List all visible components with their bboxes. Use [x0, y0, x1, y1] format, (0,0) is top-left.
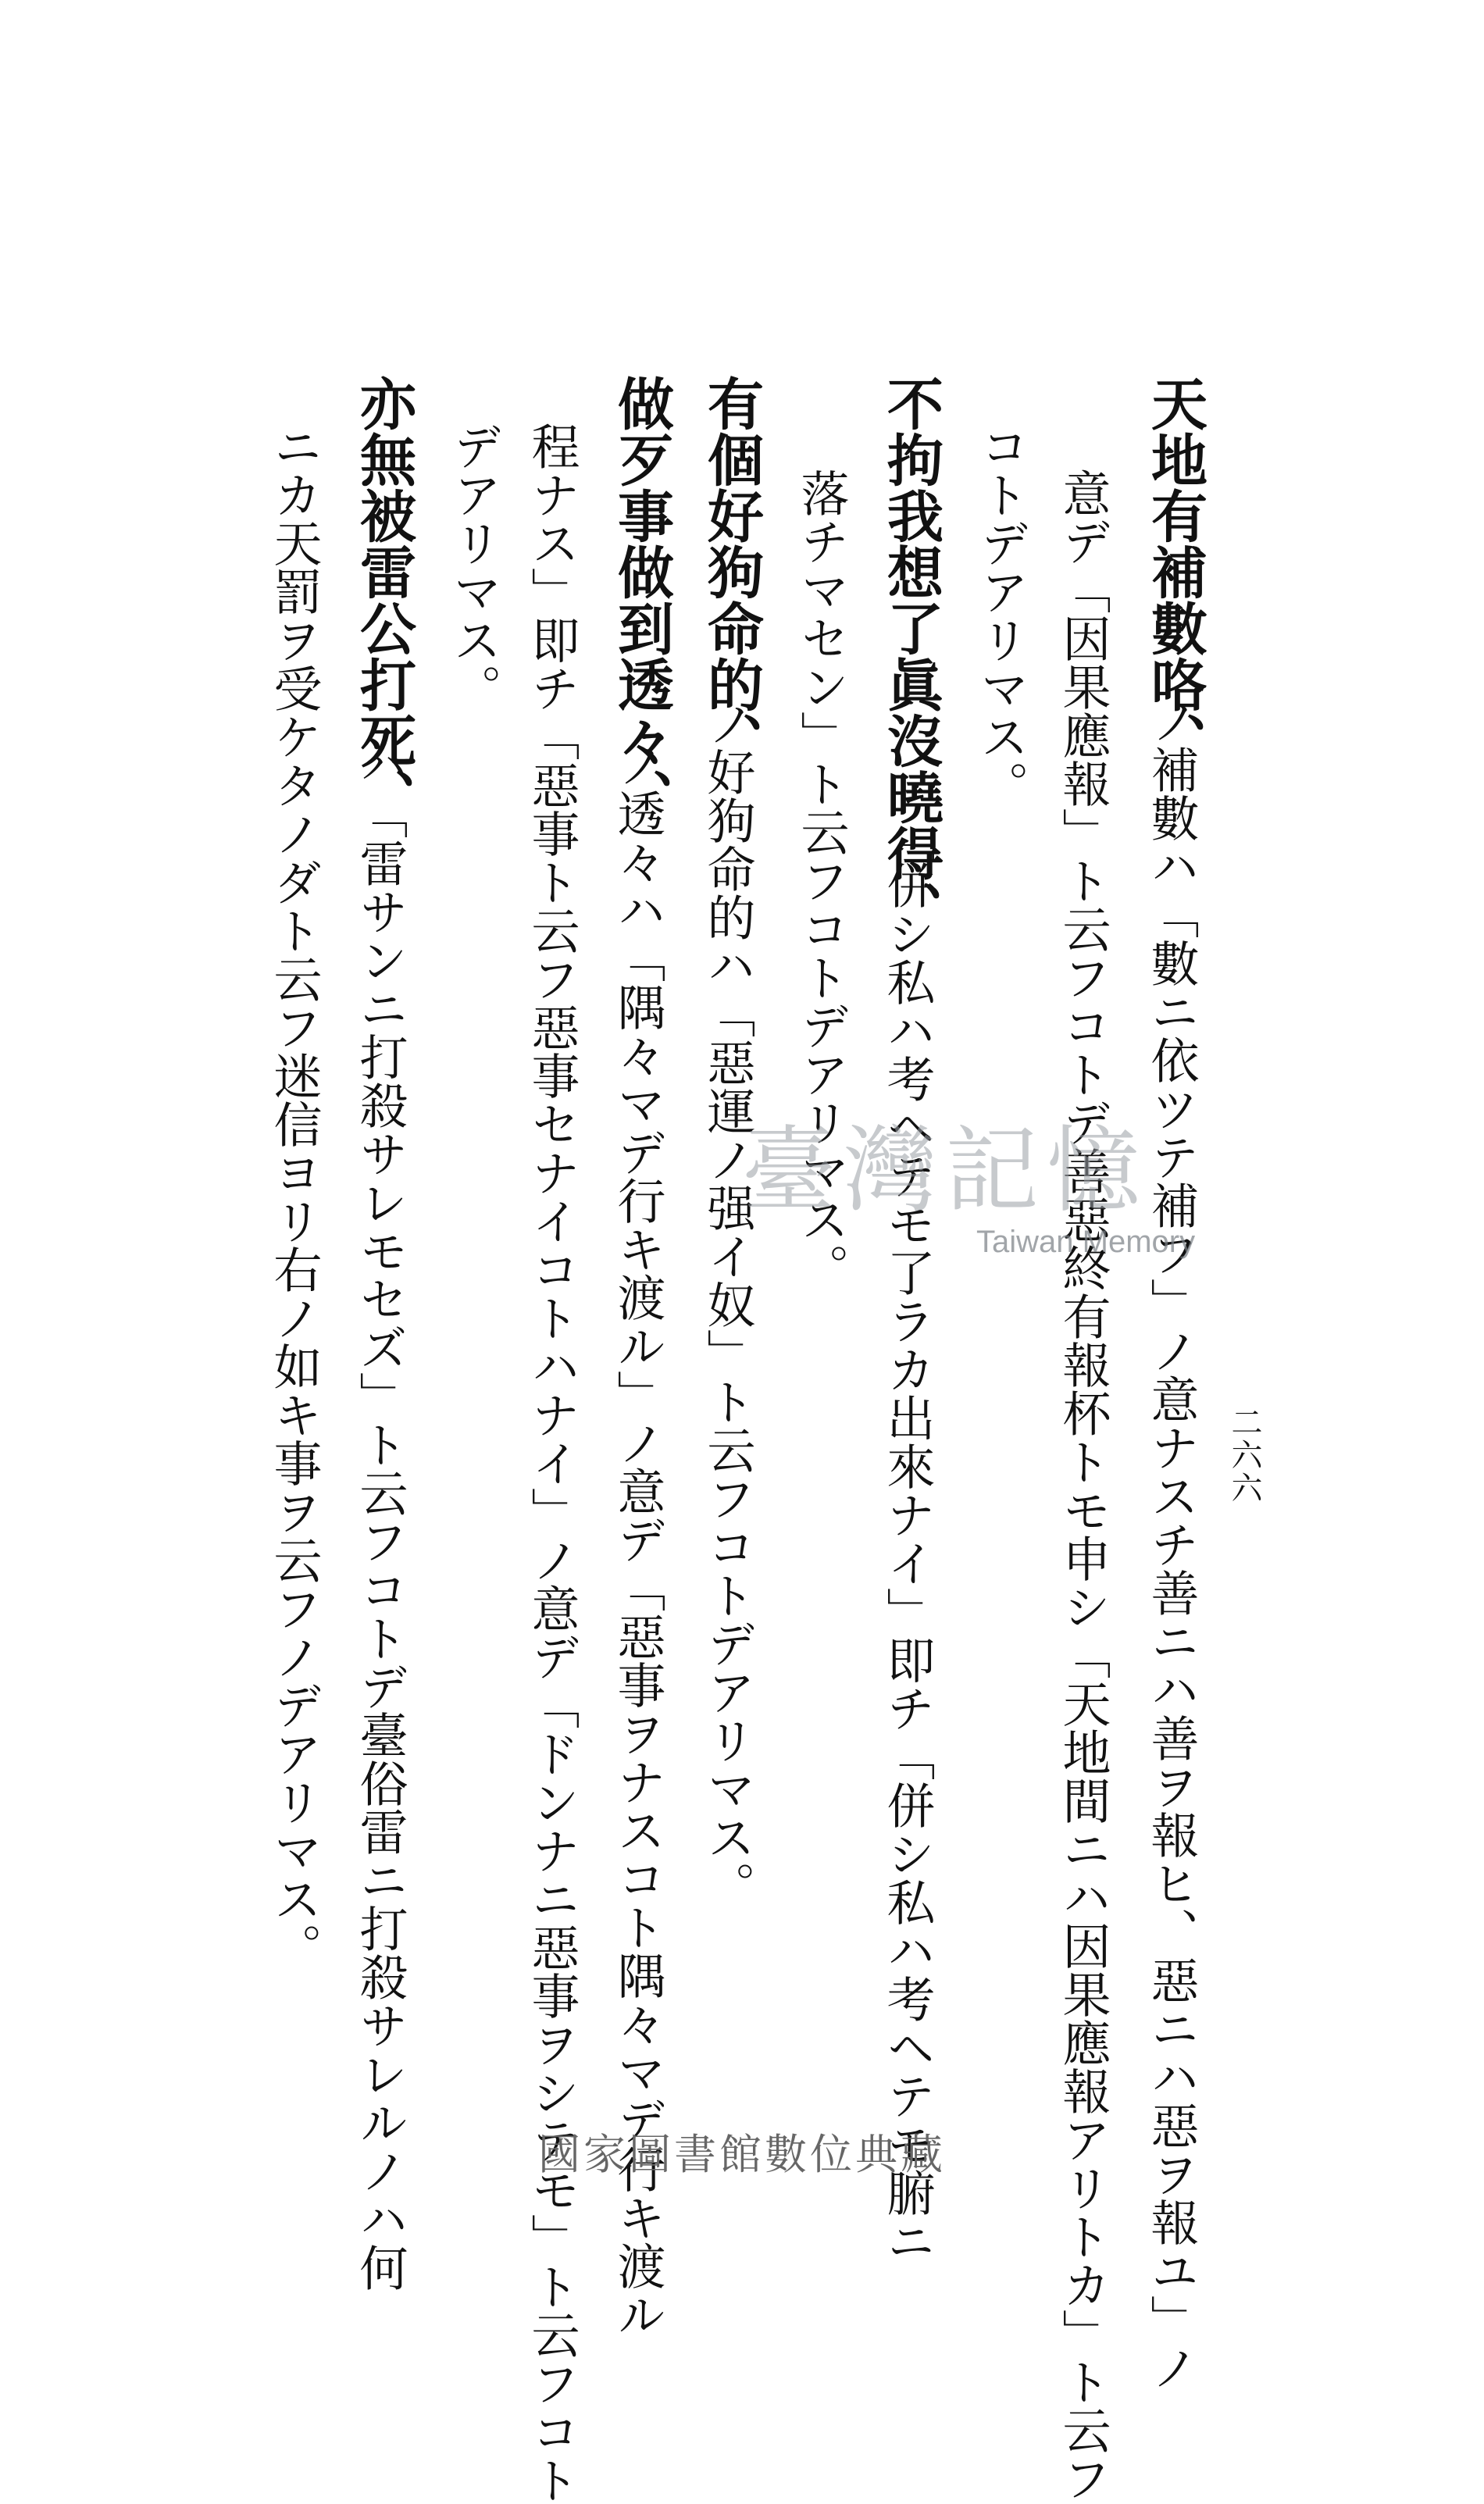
watermark-latin-text: Taiwan Memory [976, 1225, 1196, 1259]
text-column-13: デアリマス。 [445, 422, 502, 712]
footer-attribution: 國家圖書館數位典藏 [538, 2130, 946, 2179]
text-column-3: 意デ「因果應報」ト云フコトデ善惡終有報杯トモ申シ「天地間ニハ因果應報アリトカ」ト云フ [1054, 469, 1111, 2502]
text-column-15: ハ「雷サンニ打殺サレモセズ」ト云フコトデ臺俗雷ニ打殺サレルノハ何 [351, 742, 408, 2292]
page-number: 二六六 [1226, 1406, 1262, 1504]
text-column-4: コトデアリマス。 [972, 422, 1029, 809]
text-column-7: 落チマセン」ト云フコトデアリマス。 [793, 469, 850, 1292]
text-column-2: ノ補數ハ「數ニ依ツテ補フ」ノ意ナスチ善ニハ善ヲ報ヒ、惡ニハ惡ヲ報ユ」ノ [1143, 697, 1200, 2392]
text-column-16: ニカ天罰ヲ受ケタノダト云フ迷信ヨリ右ノ如キ事ヲ云フノデアリマス。 [266, 422, 323, 1971]
text-column-6: 「併シ私ハ考ヘテモ了ラカ出來ナイ」即チ「併シ私ハ考ヘテモ腑ニ [879, 812, 936, 2265]
text-column-1: 天地有補數咯、 [1142, 375, 1208, 769]
text-column-5: 不拘我想了眞沒曉得、 [878, 375, 944, 937]
text-column-12: 程ナス」即チ「惡事ト云フ惡事セナイコトハナイ」ノ意デ「ドンナニ惡事ヲシテモ」ト云フコト [523, 422, 580, 2504]
text-column-11: ノ透々ハ「隅々マデ行キ渡ル」ノ意デ「惡事ヲナスコト隅々マデ行キ渡ル [609, 740, 666, 2338]
text-column-8: 有個好狗命的、 [698, 375, 765, 769]
watermark-logo-text: 臺灣記憶 [742, 1117, 1148, 1225]
text-column-9: ノ好狗命的ハ「惡運ノ强イ奴」ト云フコトデアリマス。 [699, 699, 756, 1910]
text-column-10: 做歹事做到透々、 [608, 375, 675, 825]
text-column-14: 亦無被雷公打死、 [351, 375, 417, 825]
